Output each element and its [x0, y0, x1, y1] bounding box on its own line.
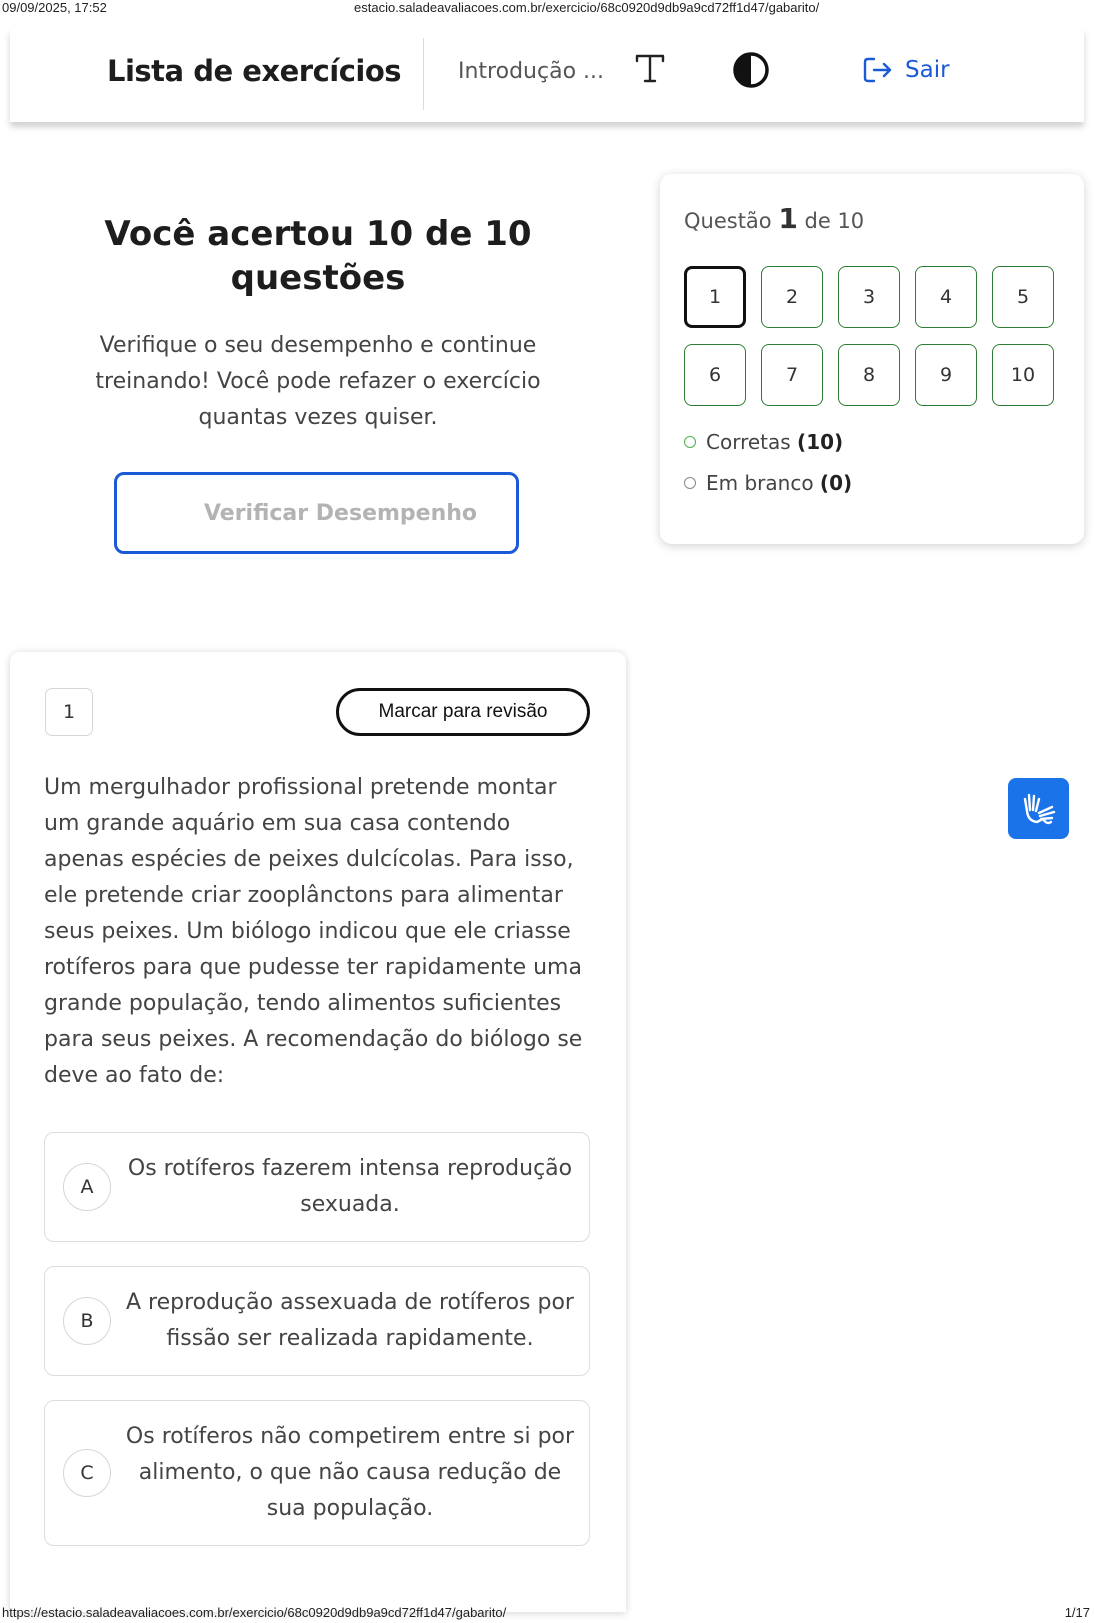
logout-button[interactable] — [861, 54, 950, 86]
option-text: A reprodução assexuada de rotíferos por fissão ser realizada rapidamente. — [126, 1290, 574, 1351]
legend-correct — [684, 430, 843, 454]
result-title: Você acertou 10 de 10 questões — [104, 214, 532, 298]
option-text: Os rotíferos fazerem intensa reprodução sexuada. — [127, 1156, 573, 1217]
question-number-badge: 1 — [45, 688, 93, 736]
question-text: Um mergulhador profissional pretende montar um grande aquário em sua casa contendo apenas espécies de peixes dulcícolas. Para isso, ele pretende criar zooplânctons para alimentar seus peixes. Um biólogo indicou que ele criasse rotíferos para que pudesse ter rapidamente uma grande população, tendo alimentos suficientes para seus peixes. A recomendação do biólogo se deve ao fato de: — [44, 775, 583, 1088]
sign-language-button[interactable] — [1008, 778, 1069, 839]
print-footer — [0, 1603, 1094, 1623]
print-url: estacio.saladeavaliacoes.com.br/exercicio/68c0920d9db9a9cd72ff1d47/gabarito/ — [354, 0, 820, 15]
option-letter: C — [63, 1449, 111, 1497]
option-a[interactable] — [44, 1132, 590, 1242]
logout-label: Sair — [905, 57, 950, 83]
option-letter: A — [63, 1163, 111, 1211]
option-letter: B — [63, 1297, 111, 1345]
app-header — [10, 28, 1084, 122]
question-card — [10, 652, 626, 1612]
question-counter-suffix: de 10 — [804, 209, 865, 233]
app-title: Lista de exercícios — [107, 54, 402, 88]
question-nav-button[interactable]: 3 — [838, 266, 900, 328]
legend-blank-label: Em branco — [706, 471, 814, 495]
option-c[interactable] — [44, 1400, 590, 1546]
print-footer-url: https://estacio.saladeavaliacoes.com.br/exercicio/68c0920d9db9a9cd72ff1d47/gabarito/ — [2, 1605, 507, 1620]
print-page-number: 1/17 — [1064, 1605, 1090, 1620]
question-nav-button[interactable]: 1 — [684, 266, 746, 328]
header-divider — [423, 38, 424, 110]
legend-blank-count: (0) — [819, 471, 853, 495]
option-text: Os rotíferos não competirem entre si por alimento, o que não causa redução de sua população. — [125, 1424, 575, 1521]
print-datetime: 09/09/2025, 17:52 — [2, 0, 107, 15]
question-nav-button[interactable]: 9 — [915, 344, 977, 406]
font-size-icon[interactable] — [632, 50, 668, 86]
legend-blank — [684, 471, 852, 495]
question-grid — [684, 266, 1054, 406]
question-nav-button[interactable]: 2 — [761, 266, 823, 328]
question-nav-button[interactable]: 6 — [684, 344, 746, 406]
correct-dot-icon — [684, 436, 696, 448]
question-nav-button[interactable]: 8 — [838, 344, 900, 406]
legend-correct-count: (10) — [797, 430, 844, 454]
print-header — [0, 0, 1094, 18]
course-title[interactable]: Introdução ... — [458, 59, 604, 84]
contrast-icon[interactable] — [731, 50, 771, 90]
verify-performance-button[interactable]: Verificar Desempenho — [114, 472, 519, 554]
result-subtitle: Verifique o seu desempenho e continue treinando! Você pode refazer o exercício quantas vezes quiser. — [95, 333, 541, 430]
sign-language-icon — [1019, 789, 1059, 829]
question-counter-current: 1 — [778, 202, 798, 235]
question-counter — [684, 202, 864, 235]
question-counter-prefix: Questão — [684, 209, 772, 233]
mark-for-review-button[interactable]: Marcar para revisão — [336, 688, 590, 736]
question-nav-button[interactable]: 5 — [992, 266, 1054, 328]
question-nav-button[interactable]: 10 — [992, 344, 1054, 406]
question-nav-button[interactable]: 4 — [915, 266, 977, 328]
option-b[interactable] — [44, 1266, 590, 1376]
question-nav-button[interactable]: 7 — [761, 344, 823, 406]
blank-dot-icon — [684, 477, 696, 489]
logout-icon — [861, 54, 893, 86]
legend-correct-label: Corretas — [706, 430, 791, 454]
question-navigator — [660, 174, 1084, 544]
